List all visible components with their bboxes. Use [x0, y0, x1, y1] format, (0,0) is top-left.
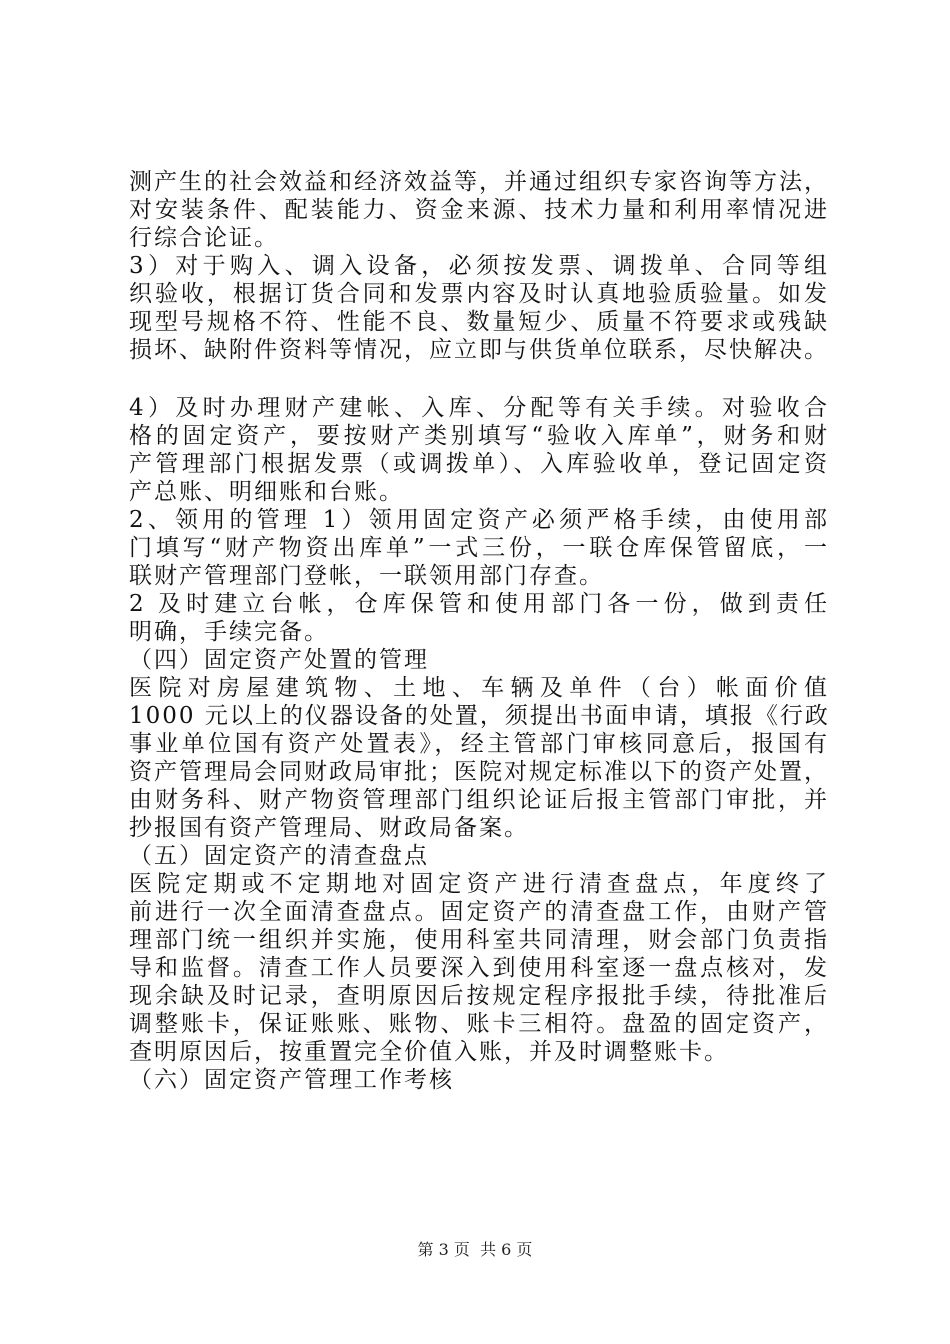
text-line: 资产管理局会同财政局审批；医院对规定标准以下的资产处置，	[129, 759, 829, 785]
text-line: 现余缺及时记录，查明原因后按规定程序报批手续，待批准后	[129, 983, 829, 1009]
text-line: 明确，手续完备。	[129, 619, 329, 645]
text-line: 现型号规格不符、性能不良、数量短少、质量不符要求或残缺	[129, 309, 829, 335]
text-line: 联财产管理部门登帐，一联领用部门存查。	[129, 563, 604, 589]
text-line: 医院对房屋建筑物、土地、车辆及单件（台）帐面价值	[129, 675, 829, 701]
text-line: 导和监督。清查工作人员要深入到使用科室逐一盘点核对，发	[129, 955, 829, 981]
text-line: 1000 元以上的仪器设备的处置，须提出书面申请，填报《行政	[129, 703, 830, 729]
text-line: 由财务科、财产物资管理部门组织论证后报主管部门审批，并	[129, 787, 829, 813]
text-line: 调整账卡，保证账账、账物、账卡三相符。盘盈的固定资产，	[129, 1011, 829, 1037]
section-heading: （六）固定资产管理工作考核	[129, 1067, 454, 1093]
text-line: 4）及时办理财产建帐、入库、分配等有关手续。对验收合	[129, 395, 829, 421]
text-line: 门填写“财产物资出库单”一式三份，一联仓库保管留底，一	[129, 535, 829, 561]
paragraph-gap	[129, 364, 829, 394]
text-line: 理部门统一组织并实施，使用科室共同清理，财会部门负责指	[129, 927, 829, 953]
text-line: 查明原因后，按重置完全价值入账，并及时调整账卡。	[129, 1039, 729, 1065]
text-line: 抄报国有资产管理局、财政局备案。	[129, 815, 529, 841]
text-line: 2、领用的管理 1）领用固定资产必须严格手续，由使用部	[129, 507, 829, 533]
text-line: 事业单位国有资产处置表》，经主管部门审核同意后，报国有	[129, 731, 829, 757]
section-heading: （五）固定资产的清查盘点	[129, 843, 429, 869]
text-line: 产总账、明细账和台账。	[129, 479, 404, 505]
document-body	[129, 168, 829, 1094]
text-line: 对安装条件、配装能力、资金来源、技术力量和利用率情况进	[129, 197, 829, 223]
text-line: 医院定期或不定期地对固定资产进行清查盘点，年度终了	[129, 871, 829, 897]
text-line: 产管理部门根据发票（或调拨单）、入库验收单，登记固定资	[129, 451, 829, 477]
text-line: 织验收，根据订货合同和发票内容及时认真地验质验量。如发	[129, 281, 829, 307]
text-line: 2 及时建立台帐，仓库保管和使用部门各一份，做到责任	[129, 591, 829, 617]
page-number-footer: 第 3 页 共 6 页	[417, 1240, 533, 1259]
text-line: 测产生的社会效益和经济效益等，并通过组织专家咨询等方法，	[129, 169, 829, 195]
text-line: 格的固定资产，要按财产类别填写“验收入库单”，财务和财	[129, 423, 829, 449]
text-line: 行综合论证。	[129, 225, 279, 251]
text-line: 前进行一次全面清查盘点。固定资产的清查盘工作，由财产管	[129, 899, 829, 925]
section-heading: （四）固定资产处置的管理	[129, 647, 429, 673]
text-line: 损坏、缺附件资料等情况，应立即与供货单位联系，尽快解决。	[129, 337, 829, 363]
text-line: 3）对于购入、调入设备，必须按发票、调拨单、合同等组	[129, 253, 829, 279]
